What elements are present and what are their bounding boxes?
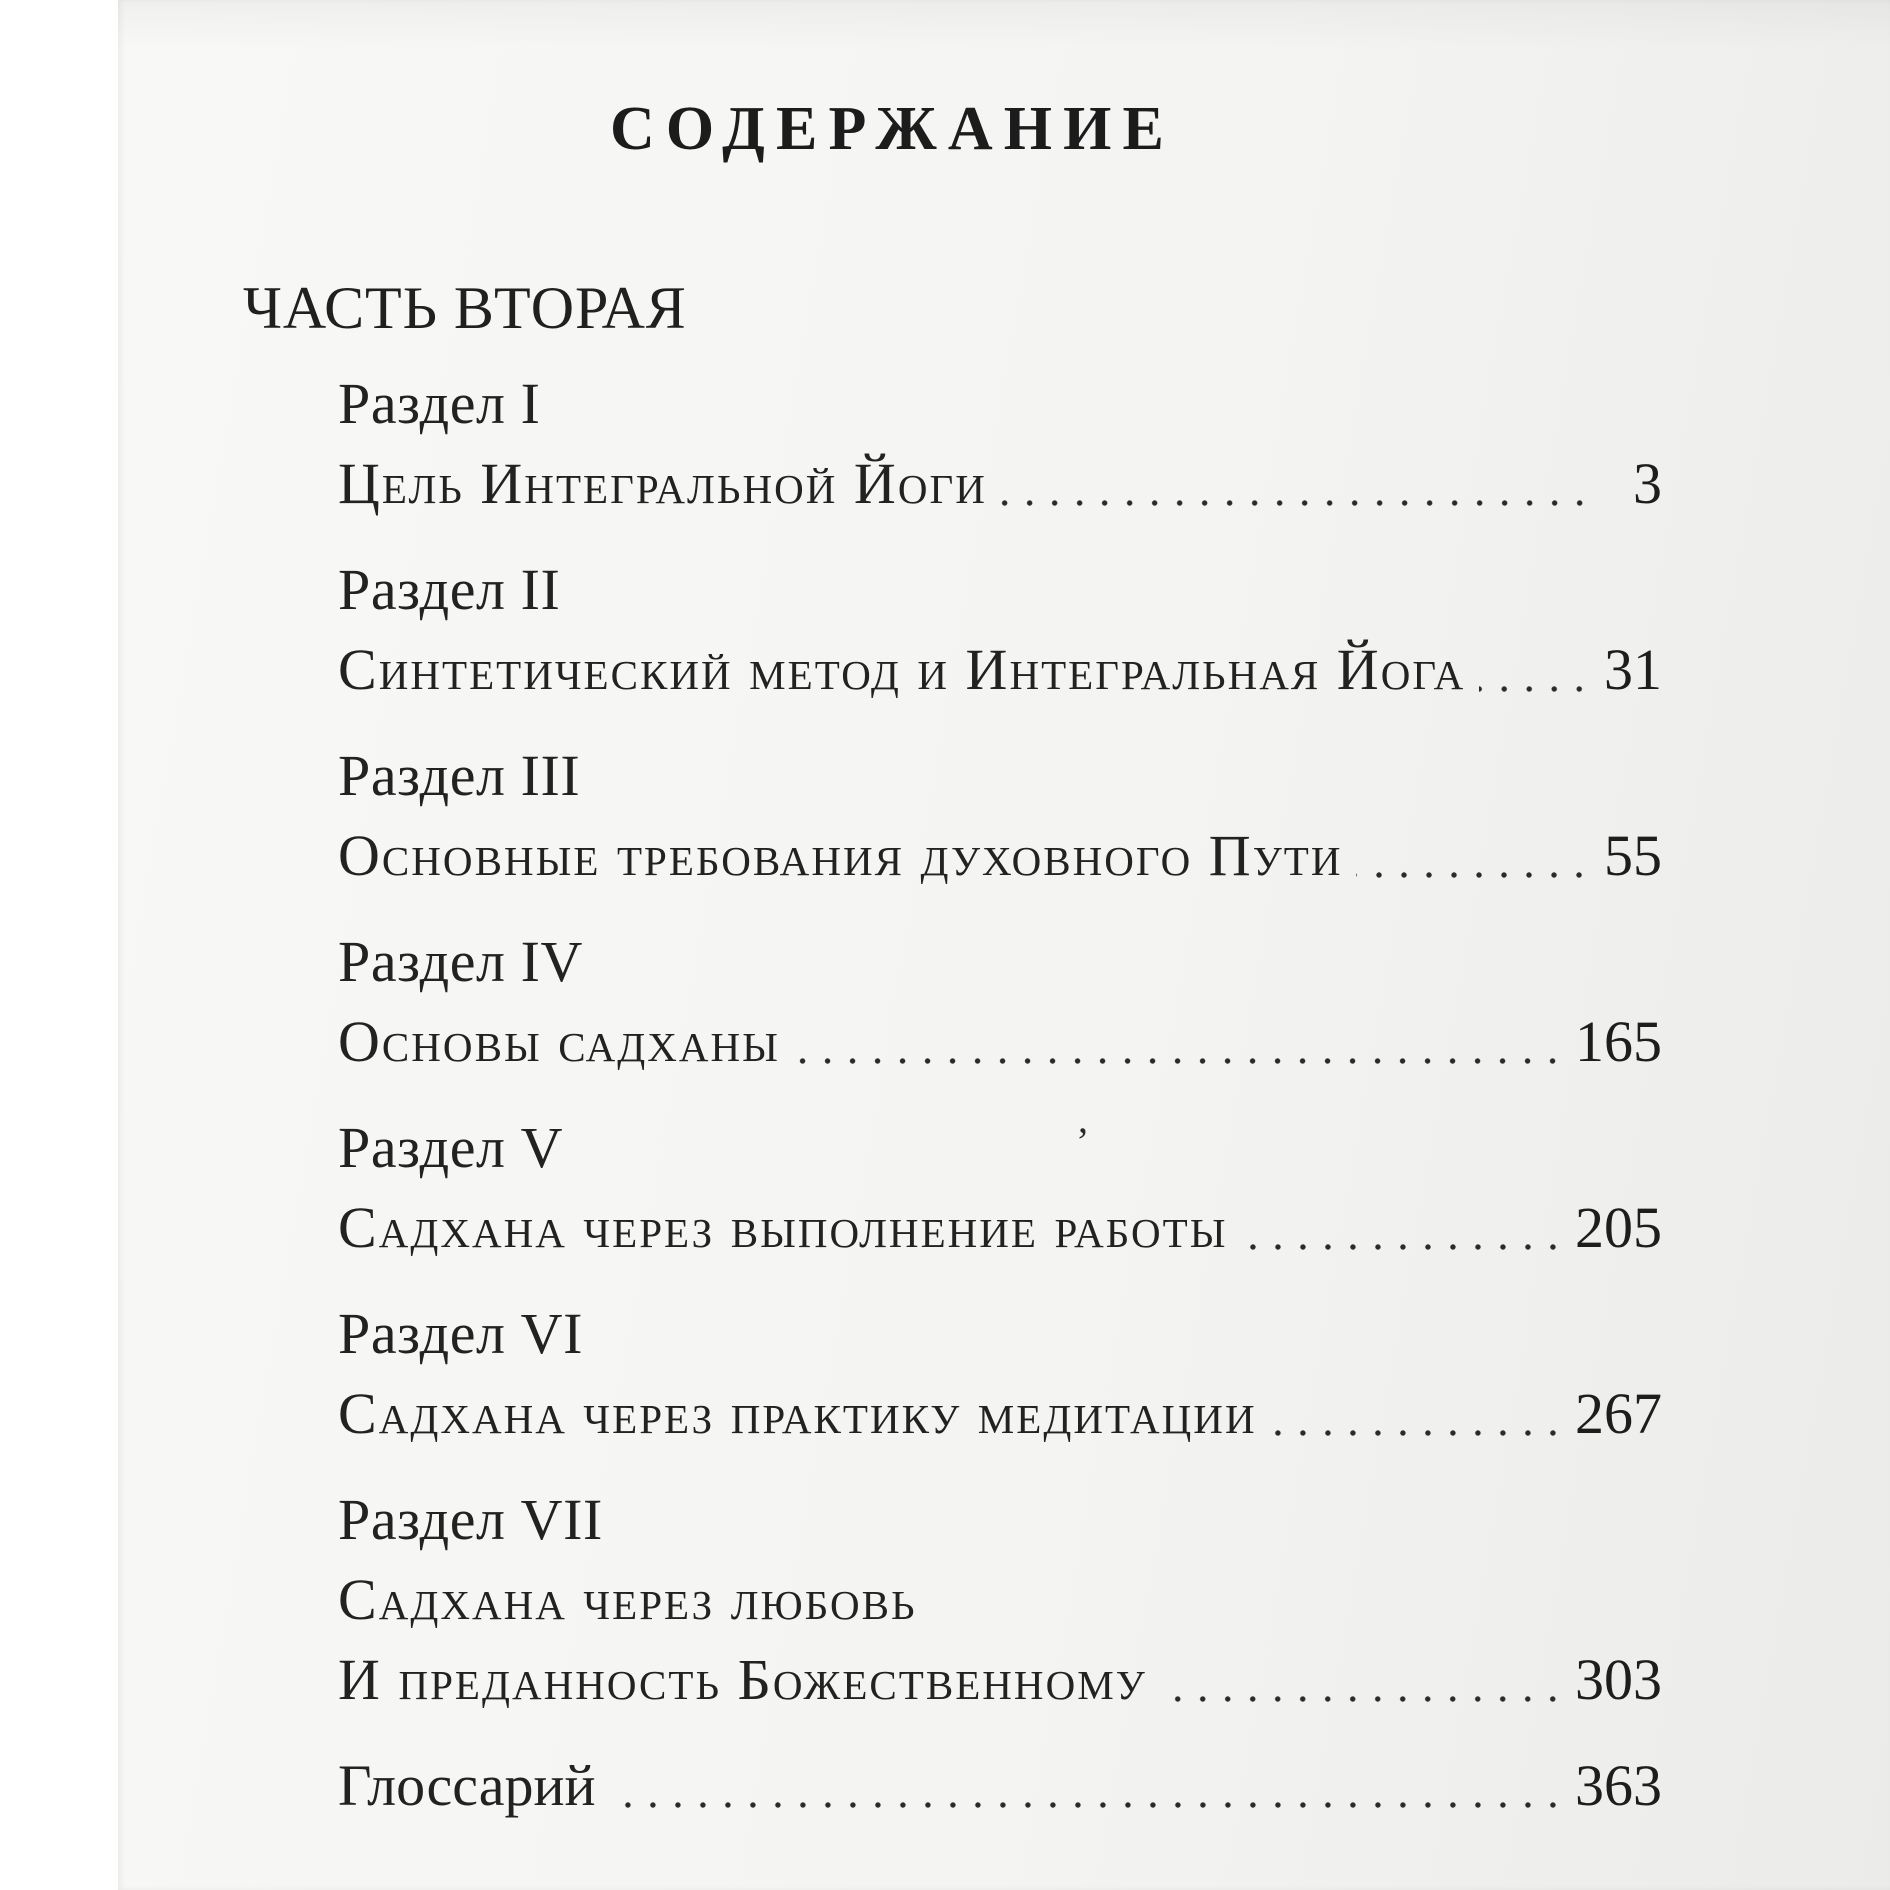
toc-entry-page: 31 bbox=[1604, 637, 1662, 702]
page-title: СОДЕРЖАНИЕ bbox=[609, 95, 1176, 163]
toc-entry-page: 165 bbox=[1575, 1009, 1662, 1074]
toc-entry-6 bbox=[338, 1294, 1662, 1454]
toc-entry-1 bbox=[338, 364, 1662, 524]
toc-entry-title: Садхана через выполнение работы bbox=[338, 1195, 1228, 1260]
toc-entry-7 bbox=[338, 1480, 1662, 1720]
toc-entry-title: Глоссарий bbox=[338, 1753, 596, 1818]
table-of-contents-page bbox=[118, 0, 1890, 1890]
toc-entry-section: Раздел IV bbox=[338, 929, 583, 994]
dot-leader bbox=[794, 1057, 1565, 1065]
stray-ink-mark: ’ bbox=[1076, 1119, 1090, 1164]
dot-leader bbox=[610, 1801, 1565, 1809]
dot-leader bbox=[1271, 1429, 1565, 1437]
toc-entry-section: Раздел VI bbox=[338, 1301, 583, 1366]
toc-entry-title: Основы садханы bbox=[338, 1009, 780, 1074]
dot-leader bbox=[1161, 1695, 1565, 1703]
toc-entry-5 bbox=[338, 1108, 1662, 1268]
toc-entry-page: 3 bbox=[1633, 451, 1662, 516]
toc-entry-page: 55 bbox=[1604, 823, 1662, 888]
dot-leader bbox=[1356, 871, 1592, 879]
part-heading: ЧАСТЬ ВТОРАЯ bbox=[243, 275, 687, 341]
toc-entry-section: Раздел VII bbox=[338, 1487, 603, 1552]
toc-entry-glossary bbox=[338, 1746, 1662, 1826]
toc-entry-page: 363 bbox=[1575, 1753, 1662, 1818]
toc-entry-title-line-1: Садхана через любовь bbox=[338, 1567, 917, 1632]
toc-entry-title-line-2: И преданность Божественному bbox=[338, 1647, 1147, 1712]
dot-leader bbox=[1242, 1243, 1565, 1251]
toc-entry-page: 267 bbox=[1575, 1381, 1662, 1446]
dot-leader bbox=[1479, 685, 1592, 693]
toc-entry-title: Синтетический метод и Интегральная Йога bbox=[338, 637, 1466, 702]
toc-entry-title: Садхана через практику медитации bbox=[338, 1381, 1257, 1446]
toc-entry-4 bbox=[338, 922, 1662, 1082]
toc-entry-page: 303 bbox=[1575, 1647, 1662, 1712]
toc-entry-page: 205 bbox=[1575, 1195, 1662, 1260]
toc-entry-section: Раздел I bbox=[338, 371, 541, 436]
dot-leader bbox=[1001, 499, 1592, 507]
toc-entry-section: Раздел V bbox=[338, 1115, 564, 1180]
toc-entry-title: Цель Интегральной Йоги bbox=[338, 451, 987, 516]
toc-entry-2 bbox=[338, 550, 1662, 710]
photo-left-margin bbox=[0, 0, 118, 1890]
toc-entries bbox=[243, 364, 1662, 1826]
toc-entry-section: Раздел II bbox=[338, 557, 561, 622]
toc-entry-section: Раздел III bbox=[338, 743, 581, 808]
toc-entry-3 bbox=[338, 736, 1662, 896]
toc-entry-title: Основные требования духовного Пути bbox=[338, 823, 1343, 888]
